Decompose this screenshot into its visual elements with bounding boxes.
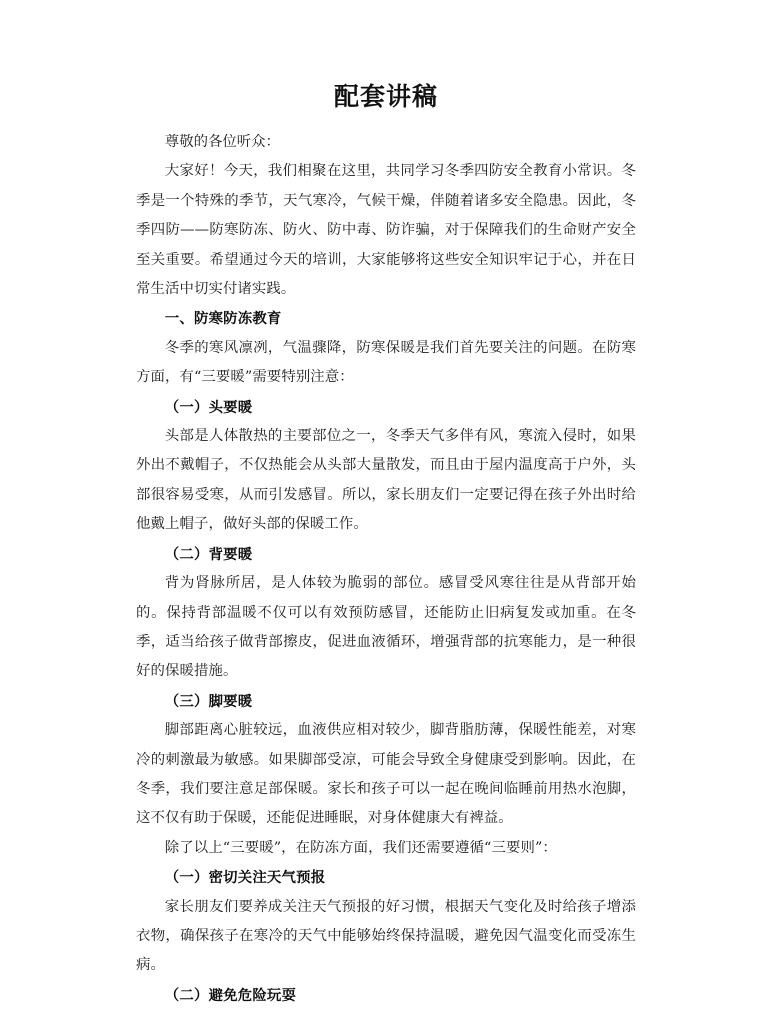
subsection-heading-back-warm: （二）背要暖 (164, 545, 253, 563)
salutation-line: 尊敬的各位听众： (164, 134, 280, 150)
paragraph-weather-forecast: 家长朋友们要养成关注天气预报的好习惯，根据天气变化及时给孩子增添衣物，确保孩子在寒冷的天气中能够始终保持温暖，避免因气温变化而受冻生病。 (136, 898, 636, 974)
subsection-heading-feet-warm: （三）脚要暖 (164, 692, 253, 710)
section-heading-1: 一、防寒防冻教育 (164, 310, 282, 328)
page-title: 配套讲稿 (333, 82, 438, 111)
paragraph-opening: 大家好！今天，我们相聚在这里，共同学习冬季四防安全教育小常识。冬季是一个特殊的季节，天气寒冷，气候干燥，伴随着诸多安全隐患。因此，冬季四防——防寒防冻、防火、防中毒、防诈骗，对于保障我们的生命财产安全至关重要。希望通过今天的培训，大家能够将这些安全知识牢记于心，并在日常生活中切实付诸实践。 (136, 163, 636, 298)
subsection-heading-head-warm: （一）头要暖 (164, 398, 253, 416)
paragraph-cold-protection-intro: 冬季的寒风凛冽，气温骤降，防寒保暖是我们首先要关注的问题。在防寒方面，有“三要暖”需要特别注意： (136, 339, 636, 386)
paragraph-three-rules-intro: 除了以上“三要暖”，在防冻方面，我们还需要遵循“三要则”： (164, 839, 557, 856)
paragraph-feet-warm: 脚部距离心脏较远，血液供应相对较少，脚背脂肪薄，保暖性能差，对寒冷的刺激最为敏感。如果脚部受凉，可能会导致全身健康受到影响。因此，在冬季，我们要注意足部保暖。家长和孩子可以一起在晚间临睡前用热水泡脚，这不仅有助于保暖，还能促进睡眠，对身体健康大有裨益。 (136, 722, 636, 827)
document-body (136, 128, 636, 1010)
paragraph-head-warm: 头部是人体散热的主要部位之一，冬季天气多伴有风，寒流入侵时，如果外出不戴帽子，不仅热能会从头部大量散发，而且由于屋内温度高于户外，头部很容易受寒，从而引发感冒。所以，家长朋友们一定要记得在孩子外出时给他戴上帽子，做好头部的保暖工作。 (136, 428, 636, 533)
subsection-heading-avoid-dangerous-play: （二）避免危险玩耍 (164, 986, 297, 1004)
paragraph-back-warm: 背为肾脉所居，是人体较为脆弱的部位。感冒受风寒往往是从背部开始的。保持背部温暖不仅可以有效预防感冒，还能防止旧病复发或加重。在冬季，适当给孩子做背部擦皮，促进血液循环，增强背部的抗寒能力，是一种很好的保暖措施。 (136, 575, 636, 680)
subsection-heading-weather-forecast: （一）密切关注天气预报 (164, 869, 326, 887)
document-content (136, 0, 636, 1010)
